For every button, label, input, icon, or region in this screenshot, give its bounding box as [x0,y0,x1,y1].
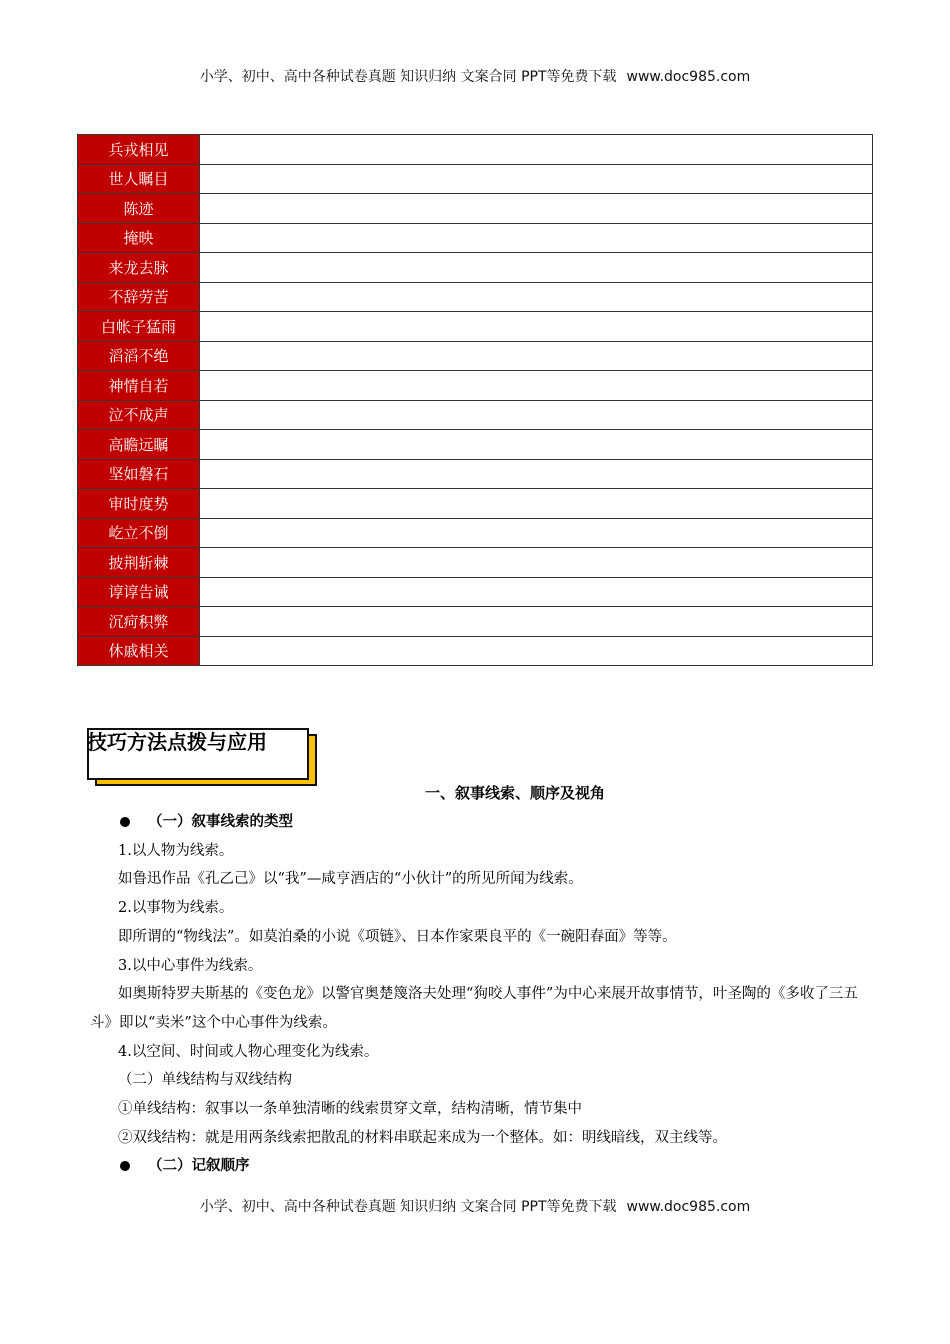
vocab-row [78,282,873,312]
bullet-heading-2 [90,1152,876,1181]
bullet-dot-icon [120,817,130,827]
body-content [90,808,876,1181]
header-text: 小学、初中、高中各种试卷真题 知识归纳 文案合同 PPT等免费下载 [199,69,617,85]
vocab-row [78,371,873,401]
bullet-heading-1 [90,808,876,837]
paragraph: 即所谓的“物线法”。如莫泊桑的小说《项链》、日本作家栗良平的《一碗阳春面》等等。 [118,928,677,945]
vocab-row [78,636,873,666]
section-title: 一、叙事线索、顺序及视角 [424,784,605,802]
vocab-term: 泣不成声 [78,400,200,430]
vocab-answer-cell[interactable] [200,223,873,253]
section-banner [87,728,315,784]
vocab-answer-cell[interactable] [200,636,873,666]
vocab-answer-cell[interactable] [200,371,873,401]
paragraph: 如奥斯特罗夫斯基的《变色龙》以警官奥楚篾洛夫处理“狗咬人事件”为中心来展开故事情节，叶圣陶的《多收了三五斗》即以“卖米”这个中心事件为线索。 [90,986,858,1031]
vocab-row [78,341,873,371]
paragraph: （二）单线结构与双线结构 [118,1072,292,1089]
page-footer [0,1196,950,1216]
vocab-answer-cell[interactable] [200,312,873,342]
vocab-term: 高瞻远瞩 [78,430,200,460]
vocab-row [78,253,873,283]
vocab-term: 世人瞩目 [78,164,200,194]
vocab-term: 兵戎相见 [78,135,200,165]
vocab-answer-cell[interactable] [200,164,873,194]
vocab-table [77,134,873,666]
paragraph: 如鲁迅作品《孔乙己》以“我”—咸亨酒店的“小伙计”的所见所闻为线索。 [118,871,583,888]
vocab-row [78,312,873,342]
vocab-answer-cell[interactable] [200,253,873,283]
vocab-term: 屹立不倒 [78,518,200,548]
vocab-answer-cell[interactable] [200,577,873,607]
paragraph: ②双线结构：就是用两条线索把散乱的材料串联起来成为一个整体。如：明线暗线，双主线等。 [118,1129,727,1146]
vocab-answer-cell[interactable] [200,135,873,165]
bullet-heading-text: （二）记叙顺序 [148,1158,250,1175]
vocab-answer-cell[interactable] [200,400,873,430]
vocab-row [78,518,873,548]
banner-title: 技巧方法点拨与应用 [87,730,267,754]
vocab-term: 掩映 [78,223,200,253]
vocab-row [78,135,873,165]
bullet-heading-text: （一）叙事线索的类型 [148,814,293,830]
vocab-answer-cell[interactable] [200,282,873,312]
paragraph: 4.以空间、时间或人物心理变化为线索。 [118,1043,379,1060]
vocab-row [78,548,873,578]
vocab-term: 陈迹 [78,194,200,224]
vocab-row [78,223,873,253]
vocab-answer-cell[interactable] [200,489,873,519]
page-header [0,66,950,86]
paragraph: 3.以中心事件为线索。 [118,957,263,974]
bullet-dot-icon [120,1161,130,1171]
vocab-answer-cell[interactable] [200,459,873,489]
vocab-term: 审时度势 [78,489,200,519]
vocab-answer-cell[interactable] [200,548,873,578]
vocab-row [78,577,873,607]
vocab-answer-cell[interactable] [200,518,873,548]
vocab-answer-cell[interactable] [200,430,873,460]
paragraph: 1.以人物为线索。 [118,842,234,859]
vocab-row [78,430,873,460]
vocab-row [78,489,873,519]
paragraph: 2.以事物为线索。 [118,900,234,917]
vocab-term: 沉疴积弊 [78,607,200,637]
vocab-row [78,400,873,430]
vocab-term: 神情自若 [78,371,200,401]
vocab-term: 谆谆告诫 [78,577,200,607]
vocab-term: 滔滔不绝 [78,341,200,371]
vocab-answer-cell[interactable] [200,341,873,371]
header-url[interactable]: www.doc985.com [626,69,751,85]
vocab-row [78,194,873,224]
vocab-term: 坚如磐石 [78,459,200,489]
vocab-answer-cell[interactable] [200,194,873,224]
footer-url[interactable]: www.doc985.com [626,1199,751,1215]
vocab-row [78,459,873,489]
vocab-term: 来龙去脉 [78,253,200,283]
vocab-term: 披荆斩棘 [78,548,200,578]
vocab-term: 休戚相关 [78,636,200,666]
vocab-term: 不辞劳苦 [78,282,200,312]
vocab-row [78,607,873,637]
vocab-row [78,164,873,194]
vocab-term: 白帐子猛雨 [78,312,200,342]
footer-text: 小学、初中、高中各种试卷真题 知识归纳 文案合同 PPT等免费下载 [199,1199,617,1215]
paragraph: ①单线结构：叙事以一条单独清晰的线索贯穿文章，结构清晰，情节集中 [118,1101,582,1118]
vocab-answer-cell[interactable] [200,607,873,637]
